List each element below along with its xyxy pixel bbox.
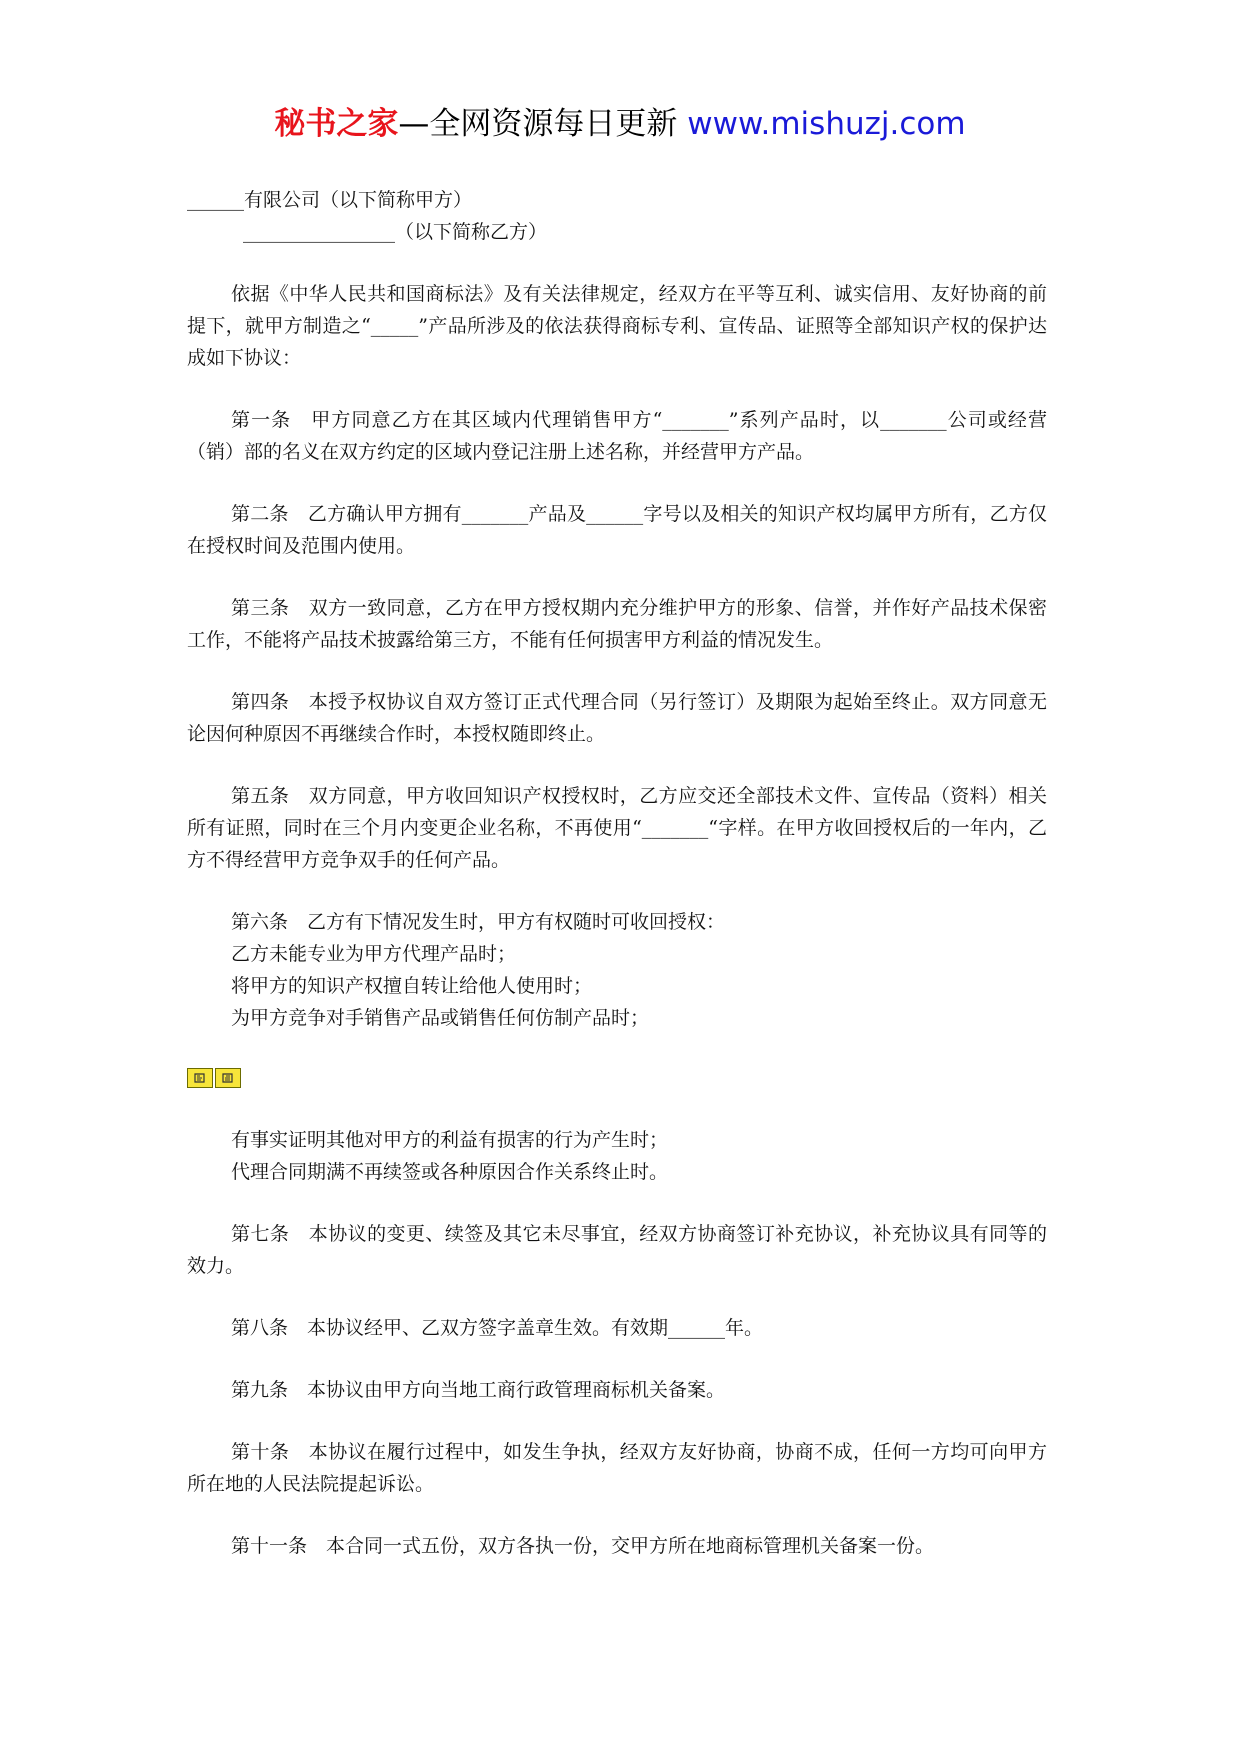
party-b-line: ________________（以下简称乙方）	[243, 221, 548, 243]
article-4: 第四条 本授予权协议自双方签订正式代理合同（另行签订）及期限为起始至终止。双方同意无论因何种原因不再继续合作时，本授权随即终止。	[187, 691, 1047, 745]
article-7: 第七条 本协议的变更、续签及其它未尽事宜，经双方协商签订补充协议，补充协议具有同等的效力。	[187, 1223, 1047, 1277]
article-11: 第十一条 本合同一式五份，双方各执一份，交甲方所在地商标管理机关备案一份。	[231, 1535, 935, 1557]
article-8: 第八条 本协议经甲、乙双方签字盖章生效。有效期______年。	[231, 1317, 764, 1339]
article-2: 第二条 乙方确认甲方拥有_______产品及______字号以及相关的知识产权均属甲方所有，乙方仅在授权时间及范围内使用。	[187, 503, 1047, 557]
article-6-item: 为甲方竞争对手销售产品或销售任何仿制产品时；	[231, 1007, 650, 1029]
article-6-item: 乙方未能专业为甲方代理产品时；	[231, 943, 517, 965]
article-10: 第十条 本协议在履行过程中，如发生争执，经双方友好协商，协商不成，任何一方均可向甲方所在地的人民法院提起诉讼。	[187, 1441, 1047, 1495]
next-page-icon-graphic	[220, 1071, 236, 1085]
page-nav-icons	[187, 1068, 1047, 1090]
article-6: 第六条 乙方有下情况发生时，甲方有权随时可收回授权：	[231, 911, 726, 933]
document-body	[187, 184, 1047, 1562]
article-6-item: 有事实证明其他对甲方的利益有损害的行为产生时；	[231, 1129, 669, 1151]
article-6-item: 将甲方的知识产权擅自转让给他人使用时；	[231, 975, 593, 997]
site-tagline: —全网资源每日更新	[398, 106, 688, 142]
article-9: 第九条 本协议由甲方向当地工商行政管理商标机关备案。	[231, 1379, 726, 1401]
site-header	[0, 104, 1240, 144]
site-brand: 秘书之家	[274, 106, 399, 142]
site-url-link[interactable]: www.mishuzj.com	[687, 106, 966, 142]
article-1: 第一条 甲方同意乙方在其区域内代理销售甲方“_______”系列产品时，以_______公司或经营（销）部的名义在双方约定的区域内登记注册上述名称，并经营甲方产品。	[187, 409, 1047, 463]
article-6-item: 代理合同期满不再续签或各种原因合作关系终止时。	[231, 1161, 669, 1183]
prev-page-icon[interactable]	[187, 1068, 213, 1088]
next-page-icon[interactable]	[215, 1068, 241, 1088]
prev-page-icon-graphic	[192, 1071, 208, 1085]
party-a-line: ______有限公司（以下简称甲方）	[187, 189, 473, 211]
article-3: 第三条 双方一致同意，乙方在甲方授权期内充分维护甲方的形象、信誉，并作好产品技术保密工作，不能将产品技术披露给第三方，不能有任何损害甲方利益的情况发生。	[187, 597, 1047, 651]
intro-paragraph: 依据《中华人民共和国商标法》及有关法律规定，经双方在平等互利、诚实信用、友好协商的前提下，就甲方制造之“_____”产品所涉及的依法获得商标专利、宣传品、证照等全部知识产权的保护达成如下协议：	[187, 283, 1047, 369]
article-5: 第五条 双方同意，甲方收回知识产权授权时，乙方应交还全部技术文件、宣传品（资料）相关所有证照，同时在三个月内变更企业名称，不再使用“_______“字样。在甲方收回授权后的一年内，乙方不得经营甲方竞争双手的任何产品。	[187, 785, 1047, 871]
